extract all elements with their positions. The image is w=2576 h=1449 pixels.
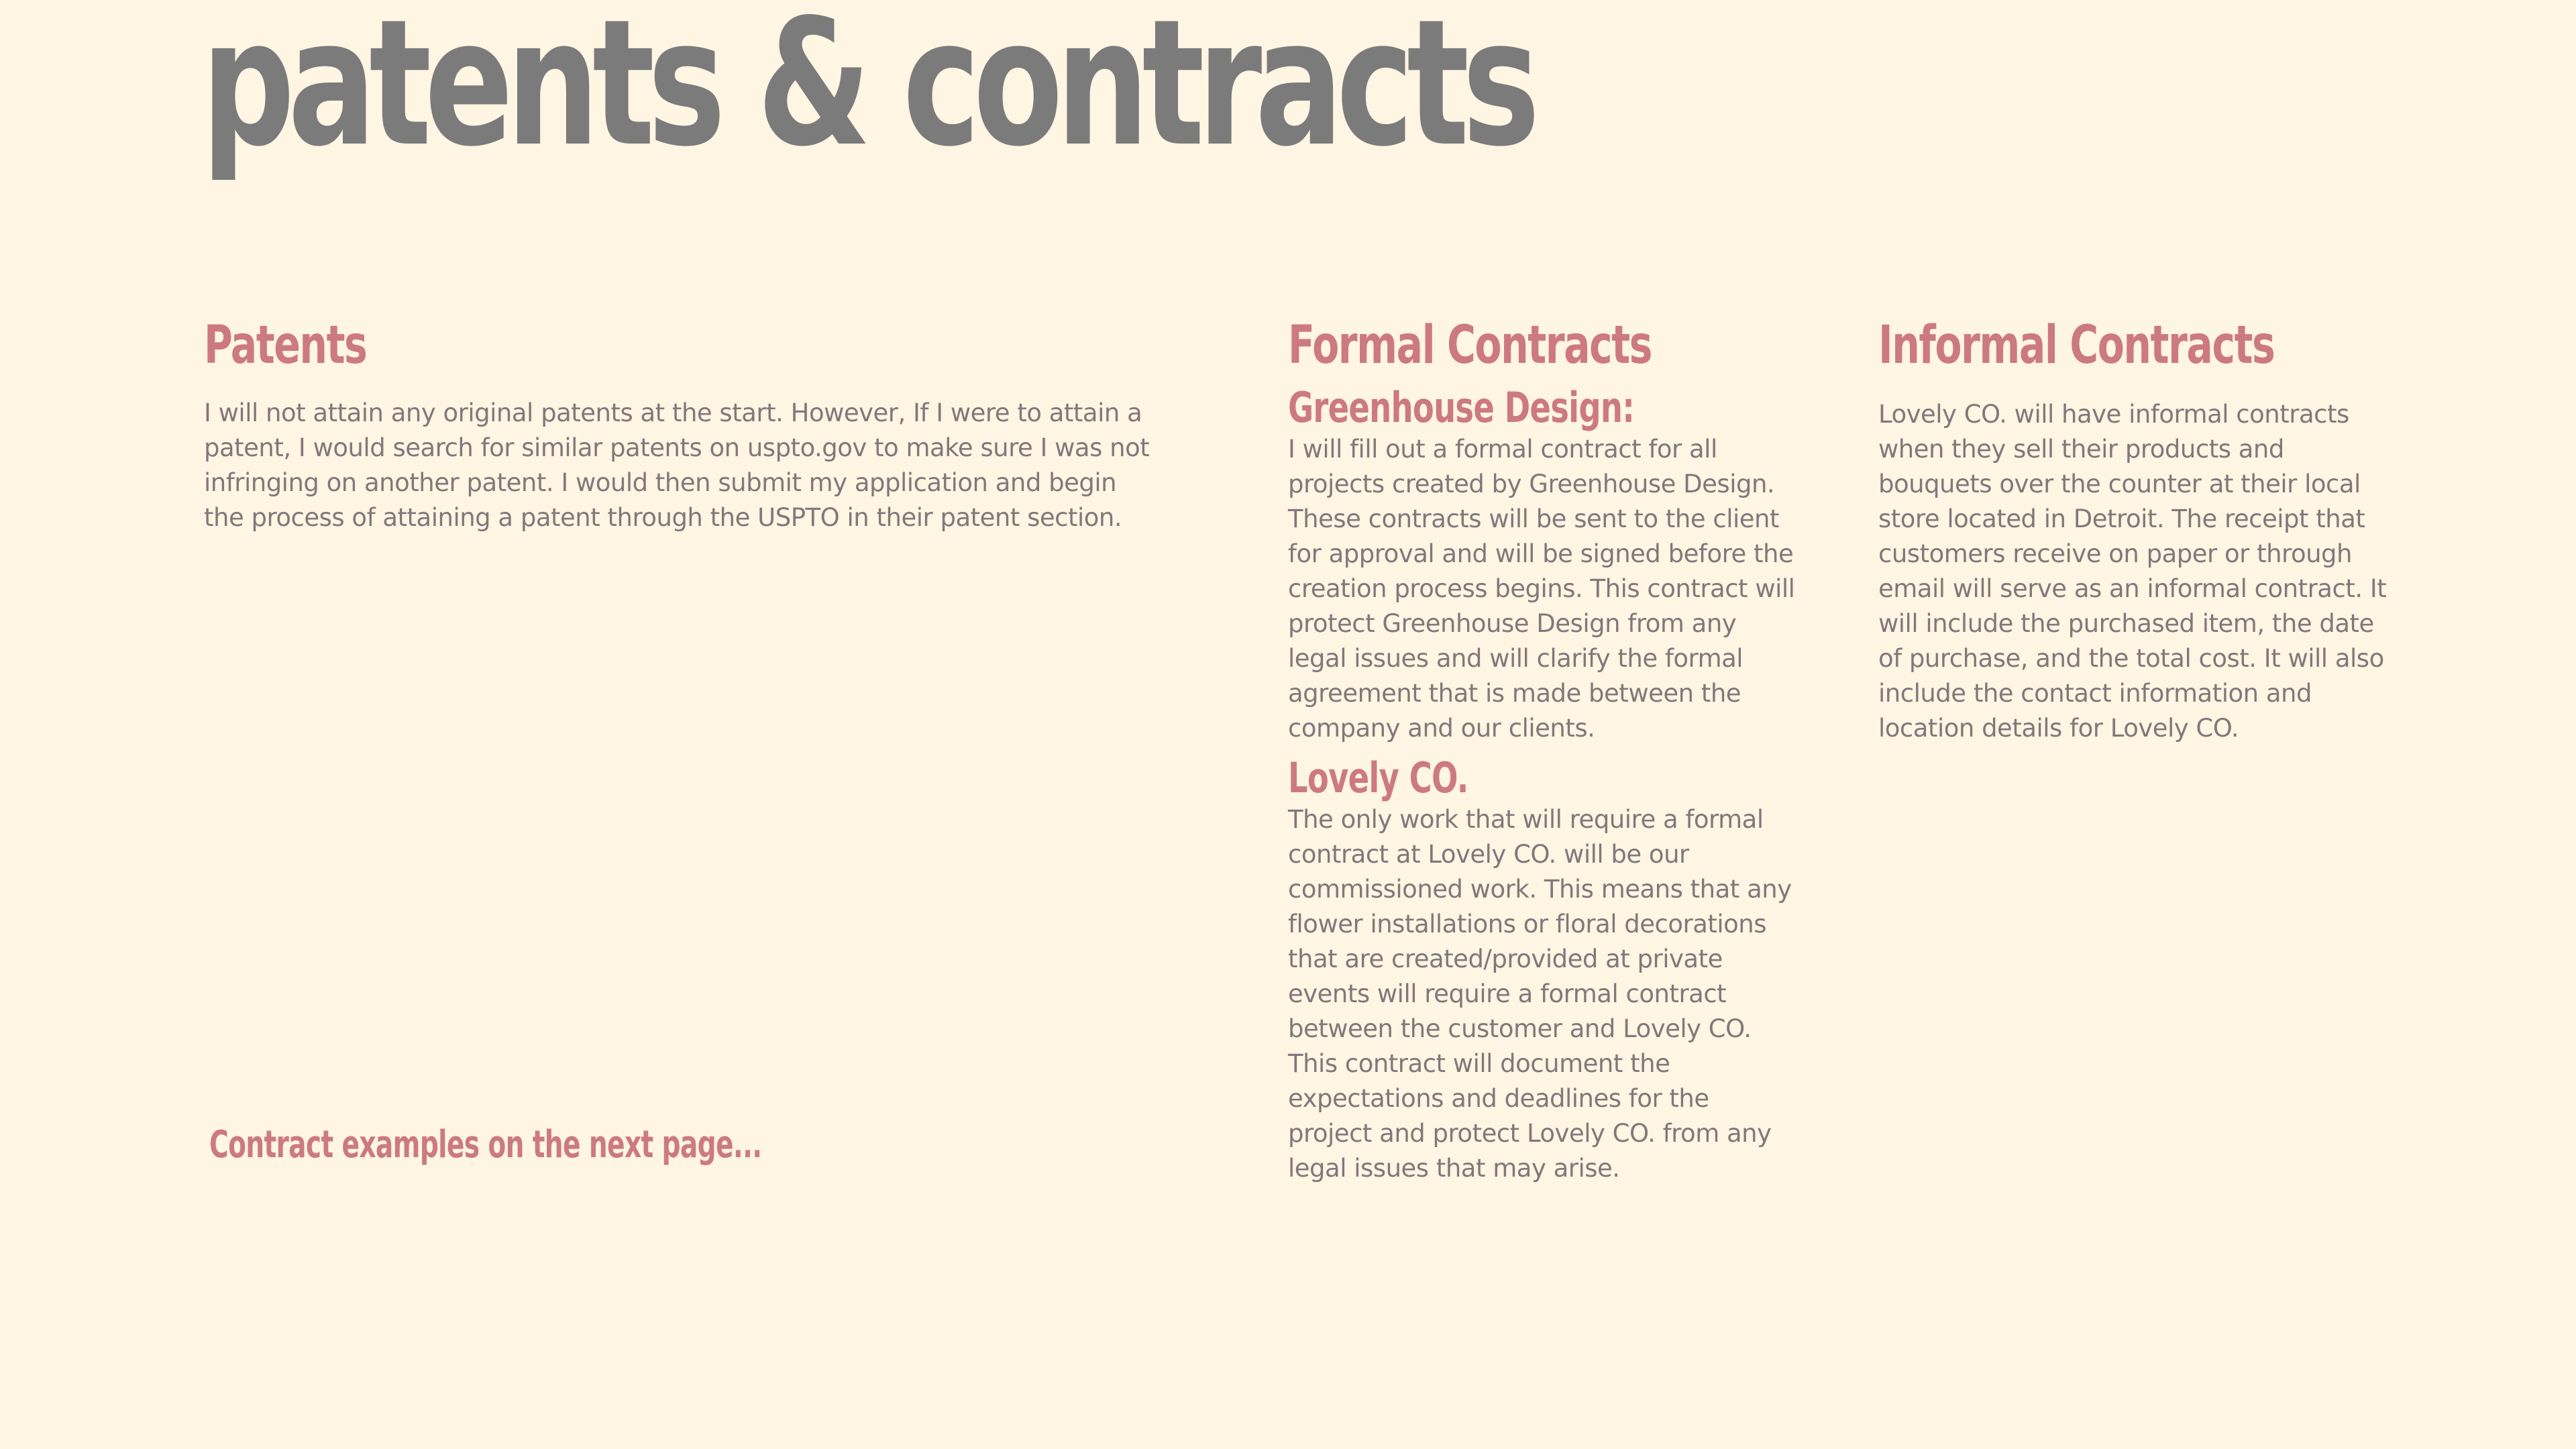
patents-body: I will not attain any original patents at the start. However, If I were to attain a patent, I would search for similar patents on uspto.gov to make sure I was not infringing on another patent. I would then submit my application and begin the process of attaining a patent through the USPTO in their patent section.	[204, 398, 1150, 532]
formal-contracts-heading: Formal Contracts	[1288, 315, 1652, 376]
patents-heading: Patents	[204, 315, 367, 376]
informal-contracts-section	[1878, 315, 2388, 746]
page-title: patents & contracts	[201, 0, 1534, 185]
formal-contracts-section	[1288, 315, 1798, 1186]
greenhouse-design-body: I will fill out a formal contract for all projects created by Greenhouse Design. These contracts will be sent to the client for approval and will be signed before the creation process begins. This contract will protect Greenhouse Design from any legal issues and will clarify the formal agreement that is made between the company and our clients.	[1288, 435, 1795, 743]
informal-contracts-body: Lovely CO. will have informal contracts when they sell their products and bouquets over the counter at their local store located in Detroit. The receipt that customers receive on paper or through email will serve as an informal contract. It will include the purchased item, the date of purchase, and the total cost. It will also include the contact information and location details for Lovely CO.	[1878, 400, 2387, 743]
lovely-co-heading: Lovely CO.	[1288, 753, 1468, 802]
informal-contracts-heading: Informal Contracts	[1878, 315, 2275, 376]
lovely-co-body: The only work that will require a formal contract at Lovely CO. will be our commissioned work. This means that any flower installations or floral decorations that are created/provided at private events will require a formal contract between the customer and Lovely CO. This contract will document the expectations and deadlines for the project and protect Lovely CO. from any legal issues that may arise.	[1288, 805, 1792, 1183]
greenhouse-design-heading: Greenhouse Design:	[1288, 383, 1635, 432]
patents-section	[204, 315, 1157, 535]
footer-note: Contract examples on the next page...	[209, 1123, 762, 1167]
